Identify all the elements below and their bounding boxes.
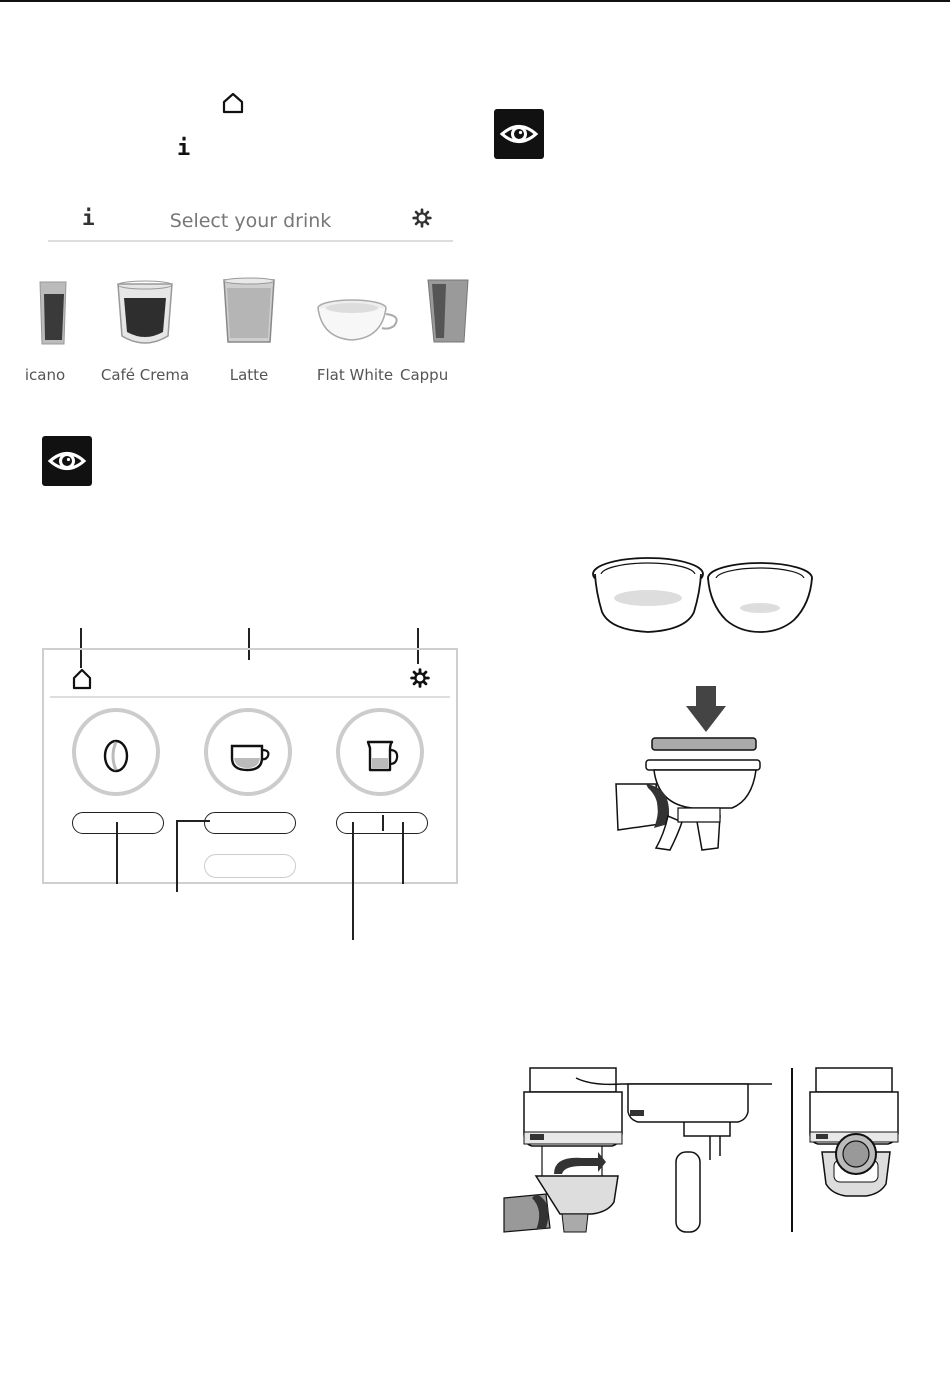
drink-label: icano	[24, 366, 66, 384]
callout-line	[352, 822, 354, 940]
shot-button[interactable]	[204, 812, 296, 834]
drink-item[interactable]	[0, 276, 100, 386]
extra-button[interactable]	[204, 854, 296, 878]
grind-button[interactable]	[72, 812, 164, 834]
eye-icon	[42, 436, 92, 486]
drink-item[interactable]	[388, 276, 498, 386]
callout-line	[176, 820, 210, 822]
drink-label: Café Crema	[100, 366, 190, 384]
drink-select-screen	[24, 196, 458, 396]
drink-item[interactable]	[90, 276, 200, 386]
drink-item[interactable]	[194, 276, 304, 386]
callout-line	[116, 822, 118, 884]
machine-grinder-illustration	[502, 1068, 782, 1237]
cup-button[interactable]	[204, 708, 292, 796]
callout-line	[176, 820, 178, 892]
callout-line	[402, 822, 404, 884]
drink-label: Flat White	[316, 366, 394, 384]
home-icon	[221, 91, 245, 120]
top-rule	[0, 0, 950, 2]
drink-screen-header	[48, 196, 453, 242]
info-icon: i	[177, 136, 191, 161]
home-icon[interactable]	[72, 668, 92, 695]
milk-jug-button[interactable]	[336, 708, 424, 796]
pill-divider	[382, 815, 384, 831]
coffee-bean-button[interactable]	[72, 708, 160, 796]
gear-icon[interactable]	[412, 208, 432, 233]
gear-icon[interactable]	[410, 668, 430, 693]
filter-baskets-illustration	[590, 552, 820, 647]
header-divider	[50, 696, 450, 698]
drink-screen-title: Select your drink	[169, 210, 332, 232]
drink-label: Latte	[229, 366, 269, 384]
eye-icon	[494, 109, 544, 159]
drink-label: Cappu	[400, 366, 449, 384]
home-screen-diagram	[42, 648, 458, 884]
info-button[interactable]: i	[82, 206, 95, 230]
grinder-front-illustration	[806, 1068, 906, 1205]
milk-options-button[interactable]	[336, 812, 428, 834]
portafilter-insert-illustration	[612, 684, 772, 861]
illustration-divider	[791, 1068, 793, 1232]
